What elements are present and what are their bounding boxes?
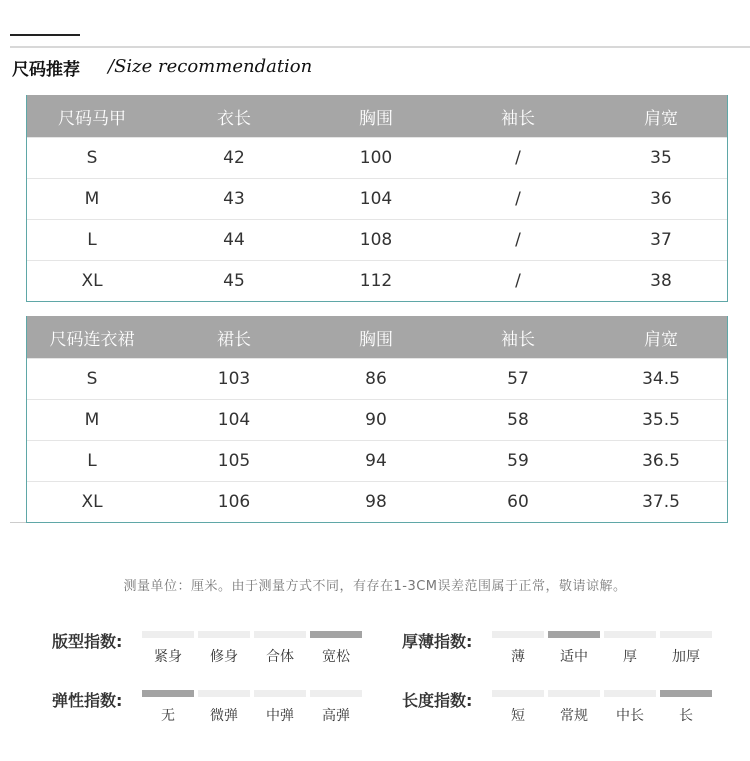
table-cell: 100	[359, 148, 393, 168]
scale-option	[310, 690, 362, 725]
scale-bar	[310, 690, 362, 697]
table-cell: 37	[650, 230, 672, 250]
scale-option	[548, 690, 600, 725]
table-cell: 43	[223, 189, 245, 209]
table-cell: M	[84, 189, 100, 209]
table-cell: 59	[507, 451, 529, 471]
scale-bar	[548, 631, 600, 638]
scale-option	[492, 690, 544, 725]
scale-option-label: 中长	[616, 708, 644, 724]
header-cell: 尺码马甲	[58, 108, 126, 129]
header-cell: 衣长	[217, 108, 251, 129]
table-cell: 35.5	[642, 410, 680, 430]
table-cell: 44	[223, 230, 245, 250]
scale-option	[254, 631, 306, 666]
table-cell: L	[87, 451, 97, 471]
table-cell: 57	[507, 369, 529, 389]
table-cell: 112	[359, 271, 393, 291]
scale-option-label: 中弹	[266, 708, 294, 724]
table-cell: /	[515, 271, 521, 291]
section-title: 尺码推荐	[12, 60, 80, 80]
scale-option	[310, 631, 362, 666]
table-cell: /	[515, 189, 521, 209]
scale-option-label: 厚	[623, 649, 637, 665]
header-cell: 胸围	[359, 108, 393, 129]
length-index-label: 长度指数:	[402, 691, 473, 710]
top-rule-thin	[10, 46, 750, 48]
scale-bar	[604, 631, 656, 638]
table-cell: 108	[359, 230, 393, 250]
side-rule	[10, 522, 26, 523]
scale-bar	[548, 690, 600, 697]
scale-bar	[310, 631, 362, 638]
table-row	[27, 137, 727, 178]
scale-option-label: 薄	[511, 649, 525, 665]
table-cell: M	[84, 410, 100, 430]
table-cell: 106	[217, 492, 251, 512]
scale-option-label: 宽松	[322, 649, 350, 665]
scale-option-label: 常规	[560, 708, 588, 724]
scale-option	[660, 690, 712, 725]
table-cell: /	[515, 148, 521, 168]
table-cell: 45	[223, 271, 245, 291]
fit-index-label: 版型指数:	[52, 632, 123, 651]
table-cell: XL	[81, 271, 103, 291]
table-cell: 90	[365, 410, 387, 430]
scale-option	[198, 631, 250, 666]
thickness-index-scale	[492, 631, 716, 666]
scale-option-label: 微弹	[210, 708, 238, 724]
scale-bar	[660, 631, 712, 638]
table-cell: 104	[217, 410, 251, 430]
table-header	[27, 95, 727, 137]
scale-bar	[492, 631, 544, 638]
scale-option-label: 短	[511, 708, 525, 724]
dress-size-table	[26, 316, 728, 523]
scale-bar	[142, 690, 194, 697]
table-cell: 58	[507, 410, 529, 430]
header-cell: 裙长	[217, 329, 251, 350]
table-cell: XL	[81, 492, 103, 512]
table-row	[27, 260, 727, 301]
fit-index-scale	[142, 631, 366, 666]
scale-bar	[254, 631, 306, 638]
table-row	[27, 399, 727, 440]
scale-bar	[604, 690, 656, 697]
header-cell: 袖长	[501, 329, 535, 350]
scale-option	[142, 690, 194, 725]
table-cell: 36.5	[642, 451, 680, 471]
scale-option-label: 适中	[560, 649, 588, 665]
scale-option-label: 合体	[266, 649, 294, 665]
table-cell: 105	[217, 451, 251, 471]
table-cell: S	[86, 148, 98, 168]
header-cell: 肩宽	[644, 108, 678, 129]
table-cell: 86	[365, 369, 387, 389]
table-cell: 36	[650, 189, 672, 209]
table-cell: 98	[365, 492, 387, 512]
scale-option	[492, 631, 544, 666]
table-row	[27, 358, 727, 399]
table-cell: 35	[650, 148, 672, 168]
table-cell: 103	[217, 369, 251, 389]
table-cell: /	[515, 230, 521, 250]
top-rule-thick	[10, 34, 80, 36]
table-row	[27, 481, 727, 522]
table-cell: 104	[359, 189, 393, 209]
table-row	[27, 440, 727, 481]
vest-size-table	[26, 95, 728, 302]
measurement-note: 测量单位：厘米。由于测量方式不同，有存在1-3CM误差范围属于正常，敬请谅解。	[123, 579, 627, 594]
header-cell: 尺码连衣裙	[49, 329, 135, 350]
scale-option-label: 长	[679, 708, 693, 724]
scale-bar	[492, 690, 544, 697]
scale-option-label: 高弹	[322, 708, 350, 724]
header-cell: 袖长	[501, 108, 535, 129]
header-cell: 胸围	[359, 329, 393, 350]
scale-option	[142, 631, 194, 666]
scale-bar	[660, 690, 712, 697]
elasticity-index-scale	[142, 690, 366, 725]
scale-bar	[142, 631, 194, 638]
table-header	[27, 316, 727, 358]
table-cell: 60	[507, 492, 529, 512]
section-subtitle: /Size recommendation	[108, 56, 313, 77]
table-cell: 34.5	[642, 369, 680, 389]
scale-bar	[198, 690, 250, 697]
scale-bar	[254, 690, 306, 697]
elasticity-index-label: 弹性指数:	[52, 691, 123, 710]
scale-option-label: 修身	[210, 649, 238, 665]
table-row	[27, 219, 727, 260]
scale-option-label: 无	[161, 708, 175, 724]
scale-option	[604, 631, 656, 666]
table-cell: 42	[223, 148, 245, 168]
scale-option	[198, 690, 250, 725]
table-cell: 94	[365, 451, 387, 471]
scale-option-label: 紧身	[154, 649, 182, 665]
length-index-scale	[492, 690, 716, 725]
scale-option	[548, 631, 600, 666]
table-cell: 37.5	[642, 492, 680, 512]
header-cell: 肩宽	[644, 329, 678, 350]
scale-option	[254, 690, 306, 725]
scale-option	[660, 631, 712, 666]
scale-option-label: 加厚	[672, 649, 700, 665]
scale-option	[604, 690, 656, 725]
scale-bar	[198, 631, 250, 638]
table-cell: L	[87, 230, 97, 250]
thickness-index-label: 厚薄指数:	[402, 632, 473, 651]
table-cell: 38	[650, 271, 672, 291]
table-cell: S	[86, 369, 98, 389]
table-row	[27, 178, 727, 219]
